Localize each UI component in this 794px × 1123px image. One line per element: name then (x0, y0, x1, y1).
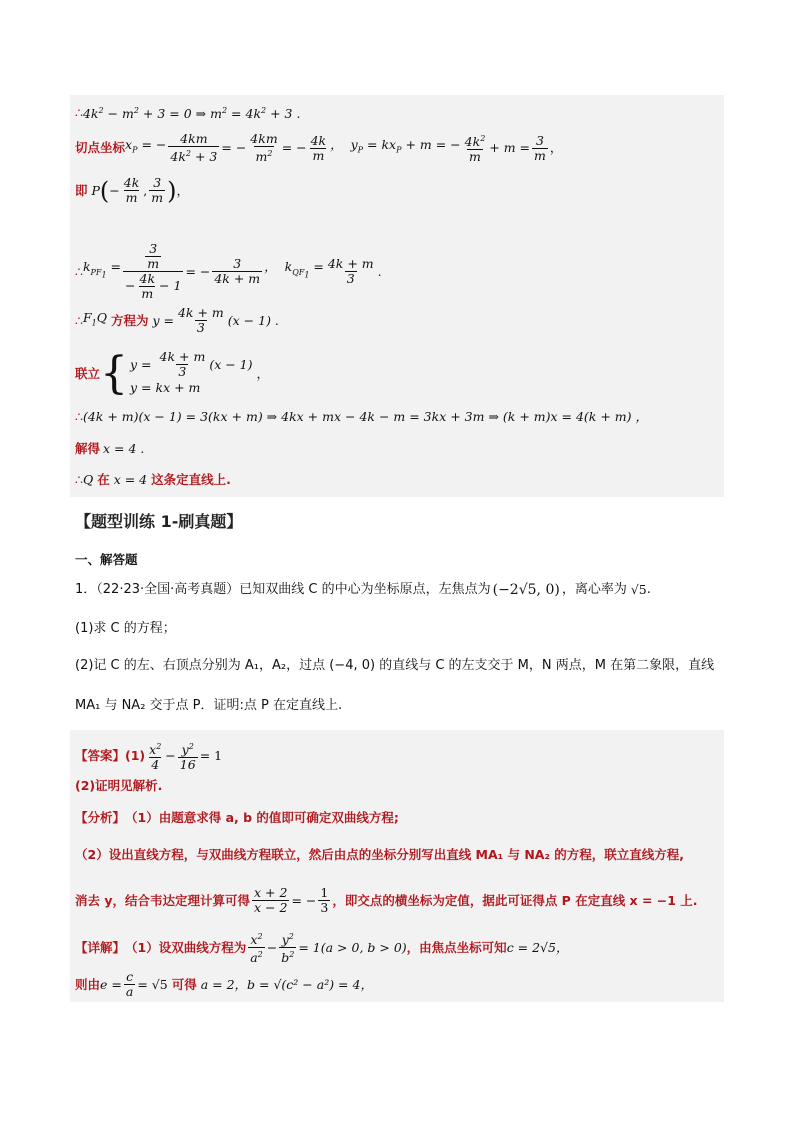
analysis-line (75, 809, 722, 827)
question-text: . (646, 582, 651, 597)
fraction: $\frac{y^2}{b^2}$ (281, 932, 295, 966)
solution-line (75, 471, 722, 489)
math-expression: ， (549, 140, 563, 156)
solution-line (75, 408, 722, 426)
math-expression: ， (252, 365, 269, 381)
math-expression: ， $k_{QF_1}$ = (264, 259, 324, 280)
analysis-label: 【分析】 (75, 810, 126, 825)
math-expression: $4k^2 - m^2 + 3 = 0$ ⇒ $m^2 = 4k^2 + 3$ . (82, 106, 301, 122)
question-part-1: (1)求 C 的方程； (75, 621, 176, 636)
fraction: $\frac{4k + m}{3}$ (177, 305, 224, 335)
fraction: $\frac{3}{4k + m}$ (214, 256, 261, 286)
answer-line (75, 740, 722, 772)
fraction: $\frac{4k}{m}$ (310, 132, 327, 163)
fraction: $\frac{x^2}{4}$ (149, 742, 162, 773)
math-expression: ， (176, 182, 190, 198)
fraction: $\frac{y^2}{16}$ (179, 742, 196, 773)
answer-text: (2)证明见解析. (75, 778, 163, 793)
solution-text: 切点坐标 (75, 140, 126, 156)
question-part-2: (2)记 C 的左、右顶点分别为 A₁，A₂，过点 (−4, 0) 的直线与 C 的左支交于 M，N 两点，M 在第二象限，直线 (75, 658, 715, 673)
detail-line (75, 970, 722, 999)
math-expression: . (377, 263, 382, 279)
solution-line (75, 440, 722, 458)
math-expression: x = 4 (113, 472, 148, 487)
math-expression: ∴ (75, 472, 83, 487)
math-expression: − (165, 748, 176, 764)
math-expression: = 1(a > 0, b > 0) (298, 939, 407, 955)
fraction: $\frac{1}{3}$ (320, 885, 329, 915)
solution-text: 即 (75, 182, 88, 198)
solution-text: 联立 (75, 365, 101, 381)
fraction: $\frac{c}{a}$ (125, 969, 134, 999)
math-expression: Q (82, 472, 98, 487)
fraction: $\frac{4k}{m}$ (123, 175, 140, 205)
analysis-line (75, 886, 722, 915)
math-expression: = − (185, 263, 211, 279)
math-expression: ∴ (75, 263, 83, 279)
answer-part-label: (1) (125, 748, 146, 764)
detail-line (75, 930, 722, 965)
fraction: $\frac{x^2}{a^2}$ (250, 932, 263, 966)
solution-line (75, 242, 722, 301)
solution-line (75, 347, 722, 399)
question-text: ，离心率为 (561, 582, 627, 597)
math-expression: = − (291, 892, 317, 908)
fraction: $\frac{4km}{4k^2 + 3}$ (170, 131, 218, 165)
math-expression: $F_1Q$ (82, 309, 111, 328)
analysis-line (75, 846, 722, 864)
math-expression: (4k + m)(x − 1) = 3(kx + m) ⇒ 4kx + mx − 4k − m = 3kx + 3m ⇒ (k + m)x = 4(k + m) ， (82, 409, 648, 424)
math-expression: √5 (630, 582, 647, 597)
solution-text: 解得 (75, 441, 101, 456)
solution-line (75, 132, 722, 164)
solution-text: 方程为 (110, 312, 149, 328)
subheading: 一、解答题 (75, 552, 138, 567)
math-expression: $k_{PF_1}$ = (82, 259, 122, 280)
solution-line (75, 102, 722, 123)
math-expression: = √5 (137, 976, 168, 992)
analysis-text: ，即交点的横坐标为定值，据此可证得点 P 在定直线 x = −1 上. (332, 892, 698, 908)
question-line (75, 580, 651, 600)
math-expression: $x_P$ = − (125, 137, 167, 155)
math-expression: ∴ (75, 104, 83, 120)
detail-label: 【详解】 (75, 939, 126, 955)
math-expression: y = (148, 312, 174, 328)
question-text: 1．（22·23·全国·高考真题）已知双曲线 C 的中心为坐标原点，左焦点为 (75, 582, 491, 597)
analysis-text: （1）由题意求得 a, b 的值即可确定双曲线方程; (125, 810, 399, 825)
math-expression: (−2√5, 0) (492, 582, 560, 598)
solution-line (75, 176, 722, 205)
detail-text: （1）设双曲线方程为 (125, 939, 247, 955)
math-expression: x = 4 . (103, 441, 145, 456)
question-part-2-continued: MA₁ 与 NA₂ 交于点 P．证明:点 P 在定直线上. (75, 698, 343, 713)
math-expression: a = 2，b = √(c² − a²) = 4， (200, 976, 373, 992)
fraction: $\frac{3}{m}$ (151, 175, 164, 205)
math-expression: = 1 (199, 748, 223, 764)
solution-line (75, 306, 722, 335)
equation-system: { y = $\frac{4k + m}{3}$ (x − 1) y = kx + m (100, 347, 253, 399)
analysis-text: （2）设出直线方程，与双曲线方程联立，然后由点的坐标分别写出直线 MA₁ 与 NA₂ 的方程，联立直线方程, (75, 847, 685, 862)
math-expression: ∴ (75, 312, 83, 328)
fraction: $\frac{x + 2}{x - 2}$ (254, 885, 288, 915)
math-expression: ( (99, 176, 110, 205)
math-expression: c = 2√5， (506, 939, 569, 955)
fraction: $\frac{3}{m}$ − $\frac{4k}{m}$ − 1 (125, 241, 182, 301)
detail-text: 可得 (171, 976, 197, 992)
math-expression: e = (100, 976, 122, 992)
solution-text: 在 (97, 472, 110, 487)
math-expression: ) (167, 176, 177, 205)
fraction: $\frac{4km}{m^2}$ (250, 131, 278, 165)
detail-text: 则由 (75, 976, 101, 992)
math-expression: (x − 1) . (227, 312, 279, 328)
answer-label: 【答案】 (75, 748, 126, 764)
fraction: $\frac{4k + m}{3}$ (327, 256, 374, 286)
math-expression: = − (221, 140, 247, 156)
fraction: $\frac{4k^2}{m}$ (464, 134, 486, 165)
math-expression: − (266, 939, 278, 955)
detail-text: ，由焦点坐标可知 (406, 939, 507, 955)
solution-text: 这条定直线上. (151, 472, 231, 487)
math-expression: P (87, 182, 100, 198)
math-expression: + m = (489, 140, 531, 156)
math-expression: − (109, 182, 120, 198)
math-expression: = − (281, 140, 307, 156)
math-expression: ∴ (75, 409, 83, 424)
math-expression: ， $y_P = kx_P + m$ = − (330, 137, 461, 155)
section-title: 【题型训练 1-刷真题】 (75, 512, 243, 531)
math-expression: , (143, 182, 148, 198)
analysis-text: 消去 y，结合韦达定理计算可得 (75, 892, 251, 908)
fraction: $\frac{3}{m}$ (534, 132, 546, 163)
answer-line (75, 777, 722, 795)
